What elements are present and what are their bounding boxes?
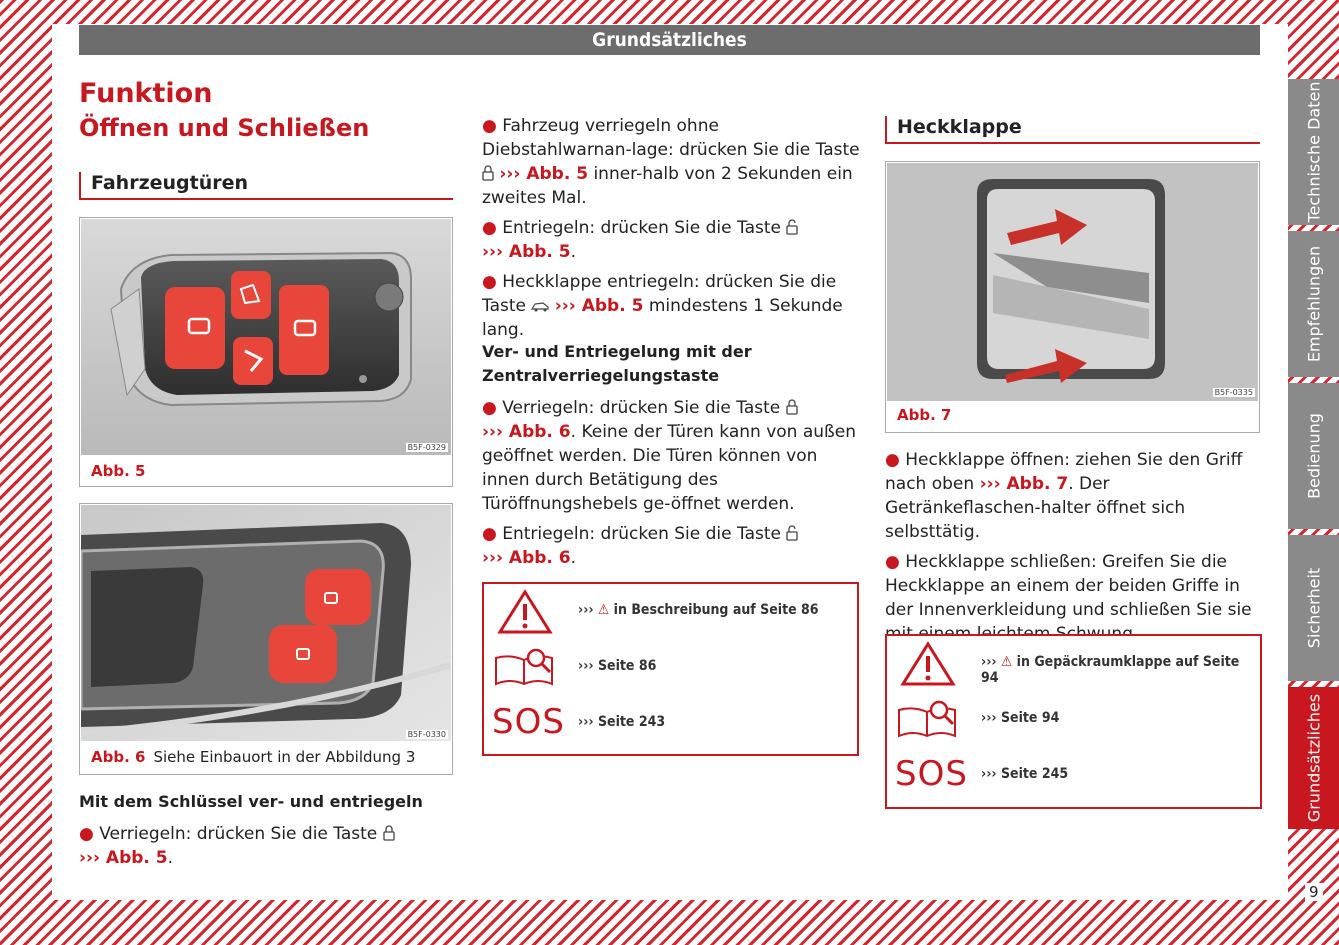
figure-code: B5F-0329: [407, 443, 446, 452]
left-bullets: [79, 822, 459, 876]
unlock-icon: [786, 525, 798, 541]
notes-box-right: [885, 634, 1262, 809]
tab-technische-daten[interactable]: Technische Daten: [1288, 79, 1339, 225]
figure-label: Abb. 7: [897, 406, 952, 424]
lock-icon: [383, 825, 395, 841]
subheading-zentralverriegelung: Ver- und Entriegelung mit der Zentralverriegelungstaste: [482, 342, 752, 385]
note-warning[interactable]: ››› ⚠ in Gepäckraumklappe auf Seite 94: [981, 654, 1240, 686]
middle-bullets-2: [482, 396, 860, 576]
page-number: 9: [1305, 883, 1323, 901]
sos-icon: SOS: [492, 702, 565, 742]
figure-ref[interactable]: ››› Abb. 5: [482, 242, 571, 262]
figure-code: B5F-0335: [1214, 388, 1253, 397]
tab-sicherheit[interactable]: Sicherheit: [1288, 535, 1339, 681]
bullet-item: ● Heckklappe öffnen: ziehen Sie den Griff nach oben ››› Abb. 7. Der Getränkeflaschen-halter öffnet sich selbsttätig.: [885, 450, 1243, 542]
note-row-sos: [484, 700, 857, 756]
figure-ref[interactable]: ››› Abb. 6: [482, 422, 571, 442]
warning-icon: [897, 640, 959, 688]
figure-ref[interactable]: ››› Abb. 6: [482, 548, 571, 568]
note-sos[interactable]: ››› Seite 245: [981, 766, 1069, 782]
bullet-item: ● Heckklappe schließen: Greifen Sie die Heckklappe an einem der beiden Griffe in der Innenverkleidung und schließen Sie sie: [885, 552, 1252, 620]
figure-5: [79, 217, 453, 487]
bullet-item: ● Verriegeln: drücken Sie die Taste ››› Abb. 6. Keine der Türen kann von außen geöffnet werden. Die Türen können von innen durch Betätigung des Türöffnungshebels ge-öffnet werden.: [482, 398, 856, 514]
section-title-heckklappe: Heckklappe: [885, 116, 1260, 144]
chapter-header: Grundsätzliches: [79, 25, 1260, 55]
page-title: Funktion: [79, 78, 213, 109]
note-row-book: [887, 696, 1260, 752]
figure-ref[interactable]: ››› Abb. 7: [979, 474, 1069, 494]
seat-logo-handle-image: [887, 163, 1258, 401]
note-warning[interactable]: ››› ⚠ in Beschreibung auf Seite 86: [578, 602, 819, 618]
figure-7: [885, 161, 1260, 433]
note-book[interactable]: ››› Seite 94: [981, 710, 1060, 726]
tailgate-icon: [531, 300, 549, 312]
tab-grundsaetzliches[interactable]: Grundsätzliches: [1288, 687, 1339, 829]
figure-caption: [91, 748, 415, 766]
figure-label: Abb. 5: [91, 462, 146, 480]
bullet-item: ● Entriegeln: drücken Sie die Taste ››› Abb. 5.: [482, 216, 860, 264]
note-book[interactable]: ››› Seite 86: [578, 658, 657, 674]
book-magnifier-icon: [897, 696, 959, 744]
note-sos[interactable]: ››› Seite 243: [578, 714, 666, 730]
bullet-item: ● Verriegeln: drücken Sie die Taste ››› Abb. 5.: [79, 822, 459, 870]
figure-caption: [897, 406, 959, 424]
lock-icon: [482, 165, 494, 181]
sos-icon: SOS: [895, 754, 968, 794]
key-fob-image: [81, 219, 451, 455]
right-bullets: [885, 448, 1260, 652]
door-handle-image: [81, 505, 451, 741]
bullet-item: ● Fahrzeug verriegeln ohne Diebstahlwarnan-lage: drücken Sie die Taste ››› Abb. 5 inner-halb von 2 Sekunden ein zweites Mal.: [482, 116, 860, 208]
note-row-warning: [887, 640, 1260, 696]
bullet-item: ● Entriegeln: drücken Sie die Taste ››› Abb. 6.: [482, 522, 860, 570]
middle-bullets: [482, 114, 860, 348]
warning-icon: [494, 588, 556, 636]
figure-ref[interactable]: ››› Abb. 5: [499, 164, 589, 184]
figure-6: [79, 503, 453, 775]
section-title-fahrzeugtueren: Fahrzeugtüren: [79, 172, 453, 200]
lock-icon: [786, 399, 798, 415]
figure-code: B5F-0330: [407, 730, 446, 739]
page-subtitle: Öffnen und Schließen: [79, 114, 370, 142]
figure-ref[interactable]: ››› Abb. 5: [554, 296, 644, 316]
tab-empfehlungen[interactable]: Empfehlungen: [1288, 231, 1339, 377]
bullet-item: ● Heckklappe entriegeln: drücken Sie die Taste ››› Abb. 5 mindestens 1 Sekunde lang.: [482, 272, 843, 340]
tab-bedienung[interactable]: Bedienung: [1288, 383, 1339, 529]
note-row-book: [484, 644, 857, 700]
notes-box-middle: [482, 582, 859, 756]
figure-caption: [91, 462, 153, 480]
note-row-sos: [887, 752, 1260, 808]
figure-label: Abb. 6: [91, 748, 146, 766]
figure-ref[interactable]: ››› Abb. 5: [79, 848, 168, 868]
caption-text: Siehe Einbauort in der Abbildung 3: [153, 748, 416, 766]
subheading-schluessel: Mit dem Schlüssel ver- und entriegeln: [79, 792, 423, 811]
unlock-icon: [786, 219, 798, 235]
book-magnifier-icon: [494, 644, 556, 692]
note-row-warning: [484, 588, 857, 644]
